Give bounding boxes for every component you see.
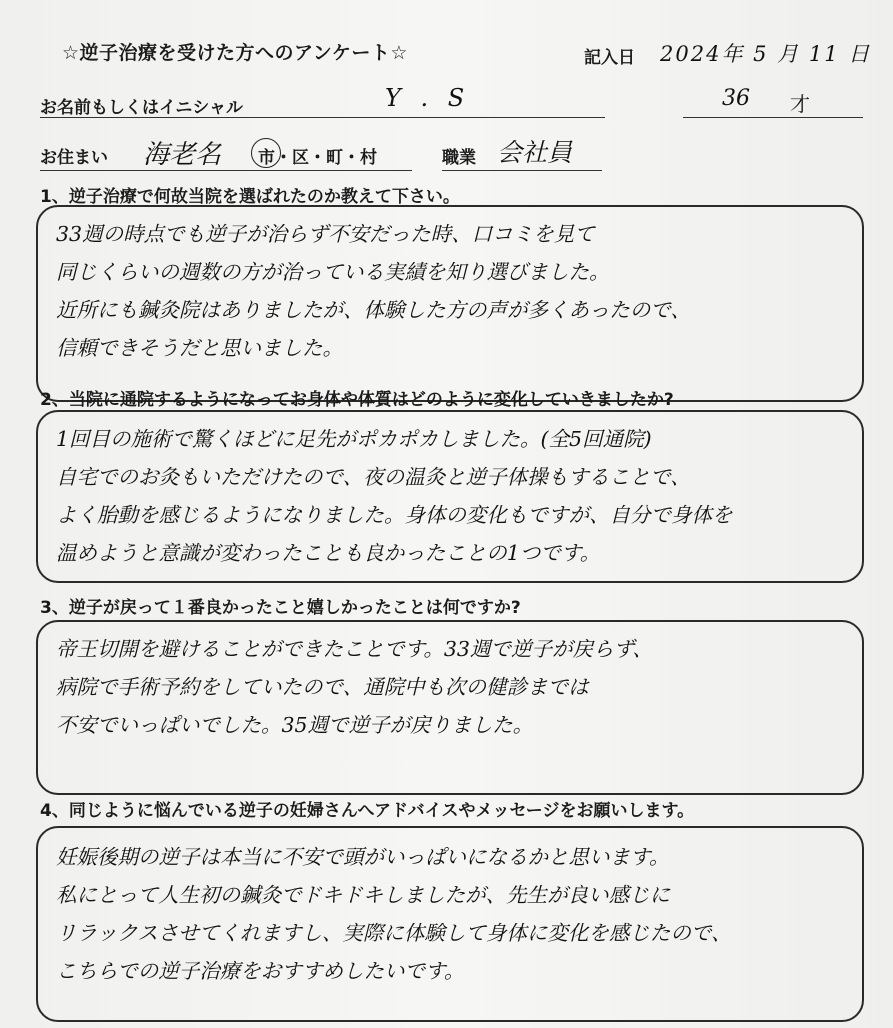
form-title: ☆逆子治療を受けた方へのアンケート☆ (62, 42, 408, 64)
answer-box-1 (36, 205, 864, 402)
question-2: 2、当院に通院するようになってお身体や体質はどのように変化していきましたか? (40, 390, 674, 410)
answer-line: 1回目の施術で驚くほどに足先がポカポカしました。(全5回通院) (56, 427, 652, 451)
answer-line: 病院で手術予約をしていたので、通院中も次の健診までは (56, 675, 589, 699)
answer-2 (56, 420, 844, 572)
address-options: 市・区・町・村 (258, 148, 377, 168)
age-underline (683, 117, 863, 118)
answer-line: 不安でいっぱいでした。35週で逆子が戻りました。 (56, 713, 534, 737)
answer-box-3 (36, 620, 864, 795)
answer-box-4 (36, 826, 864, 1022)
answer-3 (56, 630, 844, 744)
job-value: 会社員 (497, 138, 573, 167)
answer-line: 近所にも鍼灸院はありましたが、体験した方の声が多くあったので、 (56, 298, 691, 322)
name-label: お名前もしくはイニシャル (40, 98, 243, 118)
answer-line: よく胎動を感じるようになりました。身体の変化もですが、自分で身体を (56, 503, 733, 527)
answer-box-2 (36, 410, 864, 583)
answer-line: 帝王切開を避けることができたことです。33週で逆子が戻らず、 (56, 637, 653, 661)
age-value: 36 (722, 86, 750, 111)
answer-line: 同じくらいの週数の方が治っている実績を知り選びました。 (56, 260, 610, 284)
answer-line: 妊娠後期の逆子は本当に不安で頭がいっぱいになるかと思います。 (56, 845, 670, 869)
address-label: お住まい (40, 148, 108, 168)
address-underline (40, 170, 412, 171)
age-unit: 才 (790, 92, 810, 116)
question-4: 4、同じように悩んでいる逆子の妊婦さんへアドバイスやメッセージをお願いします。 (40, 801, 695, 821)
question-1: 1、逆子治療で何故当院を選ばれたのか教えて下さい。 (40, 187, 460, 207)
answer-4 (56, 838, 844, 990)
answer-line: 自宅でのお灸もいただけたので、夜の温灸と逆子体操もすることで、 (56, 465, 691, 489)
answer-line: リラックスさせてくれますし、実際に体験して身体に変化を感じたので、 (56, 921, 732, 945)
answer-line: こちらでの逆子治療をおすすめしたいです。 (56, 959, 465, 983)
question-3: 3、逆子が戻って１番良かったこと嬉しかったことは何ですか? (40, 598, 521, 618)
job-underline (442, 170, 602, 171)
name-value: Y . S (385, 84, 471, 112)
answer-1 (56, 215, 844, 367)
job-label: 職業 (442, 148, 476, 168)
name-underline (40, 117, 605, 118)
answer-line: 私にとって人生初の鍼灸でドキドキしましたが、先生が良い感じに (56, 883, 671, 907)
date-value: 2024年 5 月 11 日 (660, 42, 872, 66)
answer-line: 33週の時点でも逆子が治らず不安だった時、口コミを見て (56, 222, 595, 246)
answer-line: 温めようと意識が変わったことも良かったことの1つです。 (56, 541, 601, 565)
date-label: 記入日 (584, 48, 635, 68)
answer-line: 信頼できそうだと思いました。 (56, 336, 343, 360)
address-value: 海老名 (143, 140, 222, 170)
